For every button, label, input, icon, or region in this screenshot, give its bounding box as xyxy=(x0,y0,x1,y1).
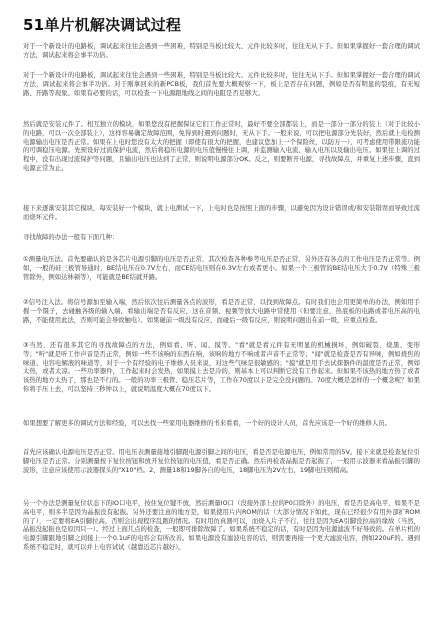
document-title: 51单片机解决调试过程 xyxy=(23,16,182,34)
overview-paragraph: 对于一个新设计的电路板，调试起来往往会遇到一些困难，特别是当板比较大、元件比较多时，往往无从下手。但如果掌握好一套合理的调试方法，调试起来将会事半功倍。对于刚拿回来的新PCB板，我们首先要大概观察一下，板上是否存在问题，例如是否有明显的裂痕，有无短路、开路等现象。如果有必要的话，可以检查一下电源跟地线之间的电阻是否足够大。 xyxy=(23,72,420,97)
senses-method-paragraph: ③当然，还有很多其它的寻找故障点的方法，例如看、听、闻、摸等。"看"就是看元件有无明显的机械损坏，例如破裂、烧黑、变形等；"听"就是听工作声音是否正常，例如一些不该响的东西在响，该响的地方不响或者声音不正常等；"闻"就是检查是否有异味，例如烧焦的味道、电容电解液的味道等，对于一个有经验的电子维修人员来说，对这些气味是很敏感的；"摸"就是用手去试探器件的温度是否正常，例如太热，或者太凉。一些功率器件，工作起来时会发热，如果摸上去是冷的，则基本上可以判断它没有工作起来。但如果不该热的地方热了或者该热的地方太热了，那也是不行的。一般的功率三极管、稳压芯片等，工作在70度以下是完全没问题的。70度大概是怎样的一个概念呢？如果你将手压上去，可以坚持三秒钟以上，就说明温度大概在70度以下。 xyxy=(23,342,420,393)
voltage-method-paragraph: ①测量电压法。首先要确认的是各芯片电源引脚的电压是否正常，其次检查各种参考电压是否正常，另外还有各点的工作电压是否正常等。例如，一般的硅三极管导通时，BE结电压在0.7V左右，而CE结电压则在0.3V左右或者更小。如果一个三极管的BE结电压大于0.7V（特殊三极管除外，例如达林顿等），可能就是BE结就开路。 xyxy=(23,256,420,281)
intro-paragraph: 对于一个新设计的电路板，调试起来往往会遇到一些困难，特别是当板比较大、元件比较多时，往往无从下手。但如果掌握好一套合理的调试方法，调试起来将会事半功倍。 xyxy=(23,43,420,59)
mcu-check-paragraph: 首先应该确认电源电压是否正常。用电压表测量接地引脚跟电源引脚之间的电压，看是否是电源电压，例如常用的5V。接下来就是检查复位引脚电压是否正常。分别测量按下复位按钮和放开复位按钮的电压值，看是否正确。然后再检查晶振是否起振了，一般用示波器来看晶振引脚的波形，注意应该使用示波器探头的"X10"档。2、测量18和19脚各自的电压，18脚电压为2V左右，19脚电压则稍高。 xyxy=(23,449,420,474)
further-reading-paragraph: 如果想要了解更多的调试方法和经验，可以去找一些家用电器维修的书来看看，一个好的设计人员，首先应该是一个好的维修人员。 xyxy=(23,420,391,427)
methods-intro-paragraph: 寻找故障的办法一般有下面几种： xyxy=(23,234,119,241)
signal-method-paragraph: ②信号注入法。将信号源加至输入端，然后依次往后测量各点的波形，看是否正常，以找到故障点。有时我们也会用更简单的办法，例如用手握一个镊子，去碰触各级的输入端，看输出端是否有反应，这在音频、视频等放大电路中常使用（但要注意，热底板的电路或者电压高的电路，不能使用此法，否则可能会导致触电）。如果碰前一级没有反应，而碰后一级有反应，则说明问题出在前一级，应重点检查。 xyxy=(23,299,420,324)
module-install-paragraph: 接下来逐渐安装其它模块，每安装好一个模块，就上电测试一下，上电时也是按照上面的步骤，以避免因为设计错误或/和安装错误而导致过流而烧坏元件。 xyxy=(23,205,420,221)
component-install-paragraph: 然后就是安装元件了。相互独立的模块，如果您没有把握保证它们工作正常时，最好不要全部都装上，而是一部分一部分的装上（对于比较小的电路，可以一次全部装上），这样容易确定故障范围，免得到时遇到问题时，无从下手。一般来说，可以把电源部分先装好，然后就上电检测电源输出电压是否正常。如果在上电时您没有太大的把握（即使有很大的把握，也建议您加上一个保险丝，以防万一），可考虑使用带限流功能的可调稳压电源。先预设好过流保护电流，然后将稳压电源的电压值慢慢往上调，并监测输入电流、输入电压以及输出电压。如果往上调的过程中，没有出现过流保护等问题，且输出电压也达到了正常，则说明电源部分OK。反之，则要断开电源，寻找故障点，并重复上述步骤，直到电源正常为止。 xyxy=(23,121,420,172)
reset-io-paragraph: 另一个办法是测量复位状态下的IO口电平，按住复位键不放，然后测量IO口（没接外部上拉的P0口除外）的电压，看是否是高电平，如果不是高电平，则多半是因为晶振没有起振。另外还要注意的地方是，如果使用片内ROM的话（大部分情况下如此，现在已经很少有用外部扩ROM的了），一定要将EA引脚拉高，否则会出现程序乱跑的情况。有时用仿真器可以，而烧入片子不行，往往是因为EA引脚没拉高的缘故（当然，晶振没起振也是原因只一）。经过上面几点的检查，一般即可排除故障了。如果系统不稳定的话，有时是因为电源滤波不好导致的。在单片机的电源引脚跟地引脚之间接上一个0.1uF的电容会有所改善。如果电源没有滤波电容的话，则需要再接一个更大滤波电容，例如220uF的。遇到系统不稳定时，就可以并上电容试试（越靠近芯片越好）。 xyxy=(23,500,420,551)
